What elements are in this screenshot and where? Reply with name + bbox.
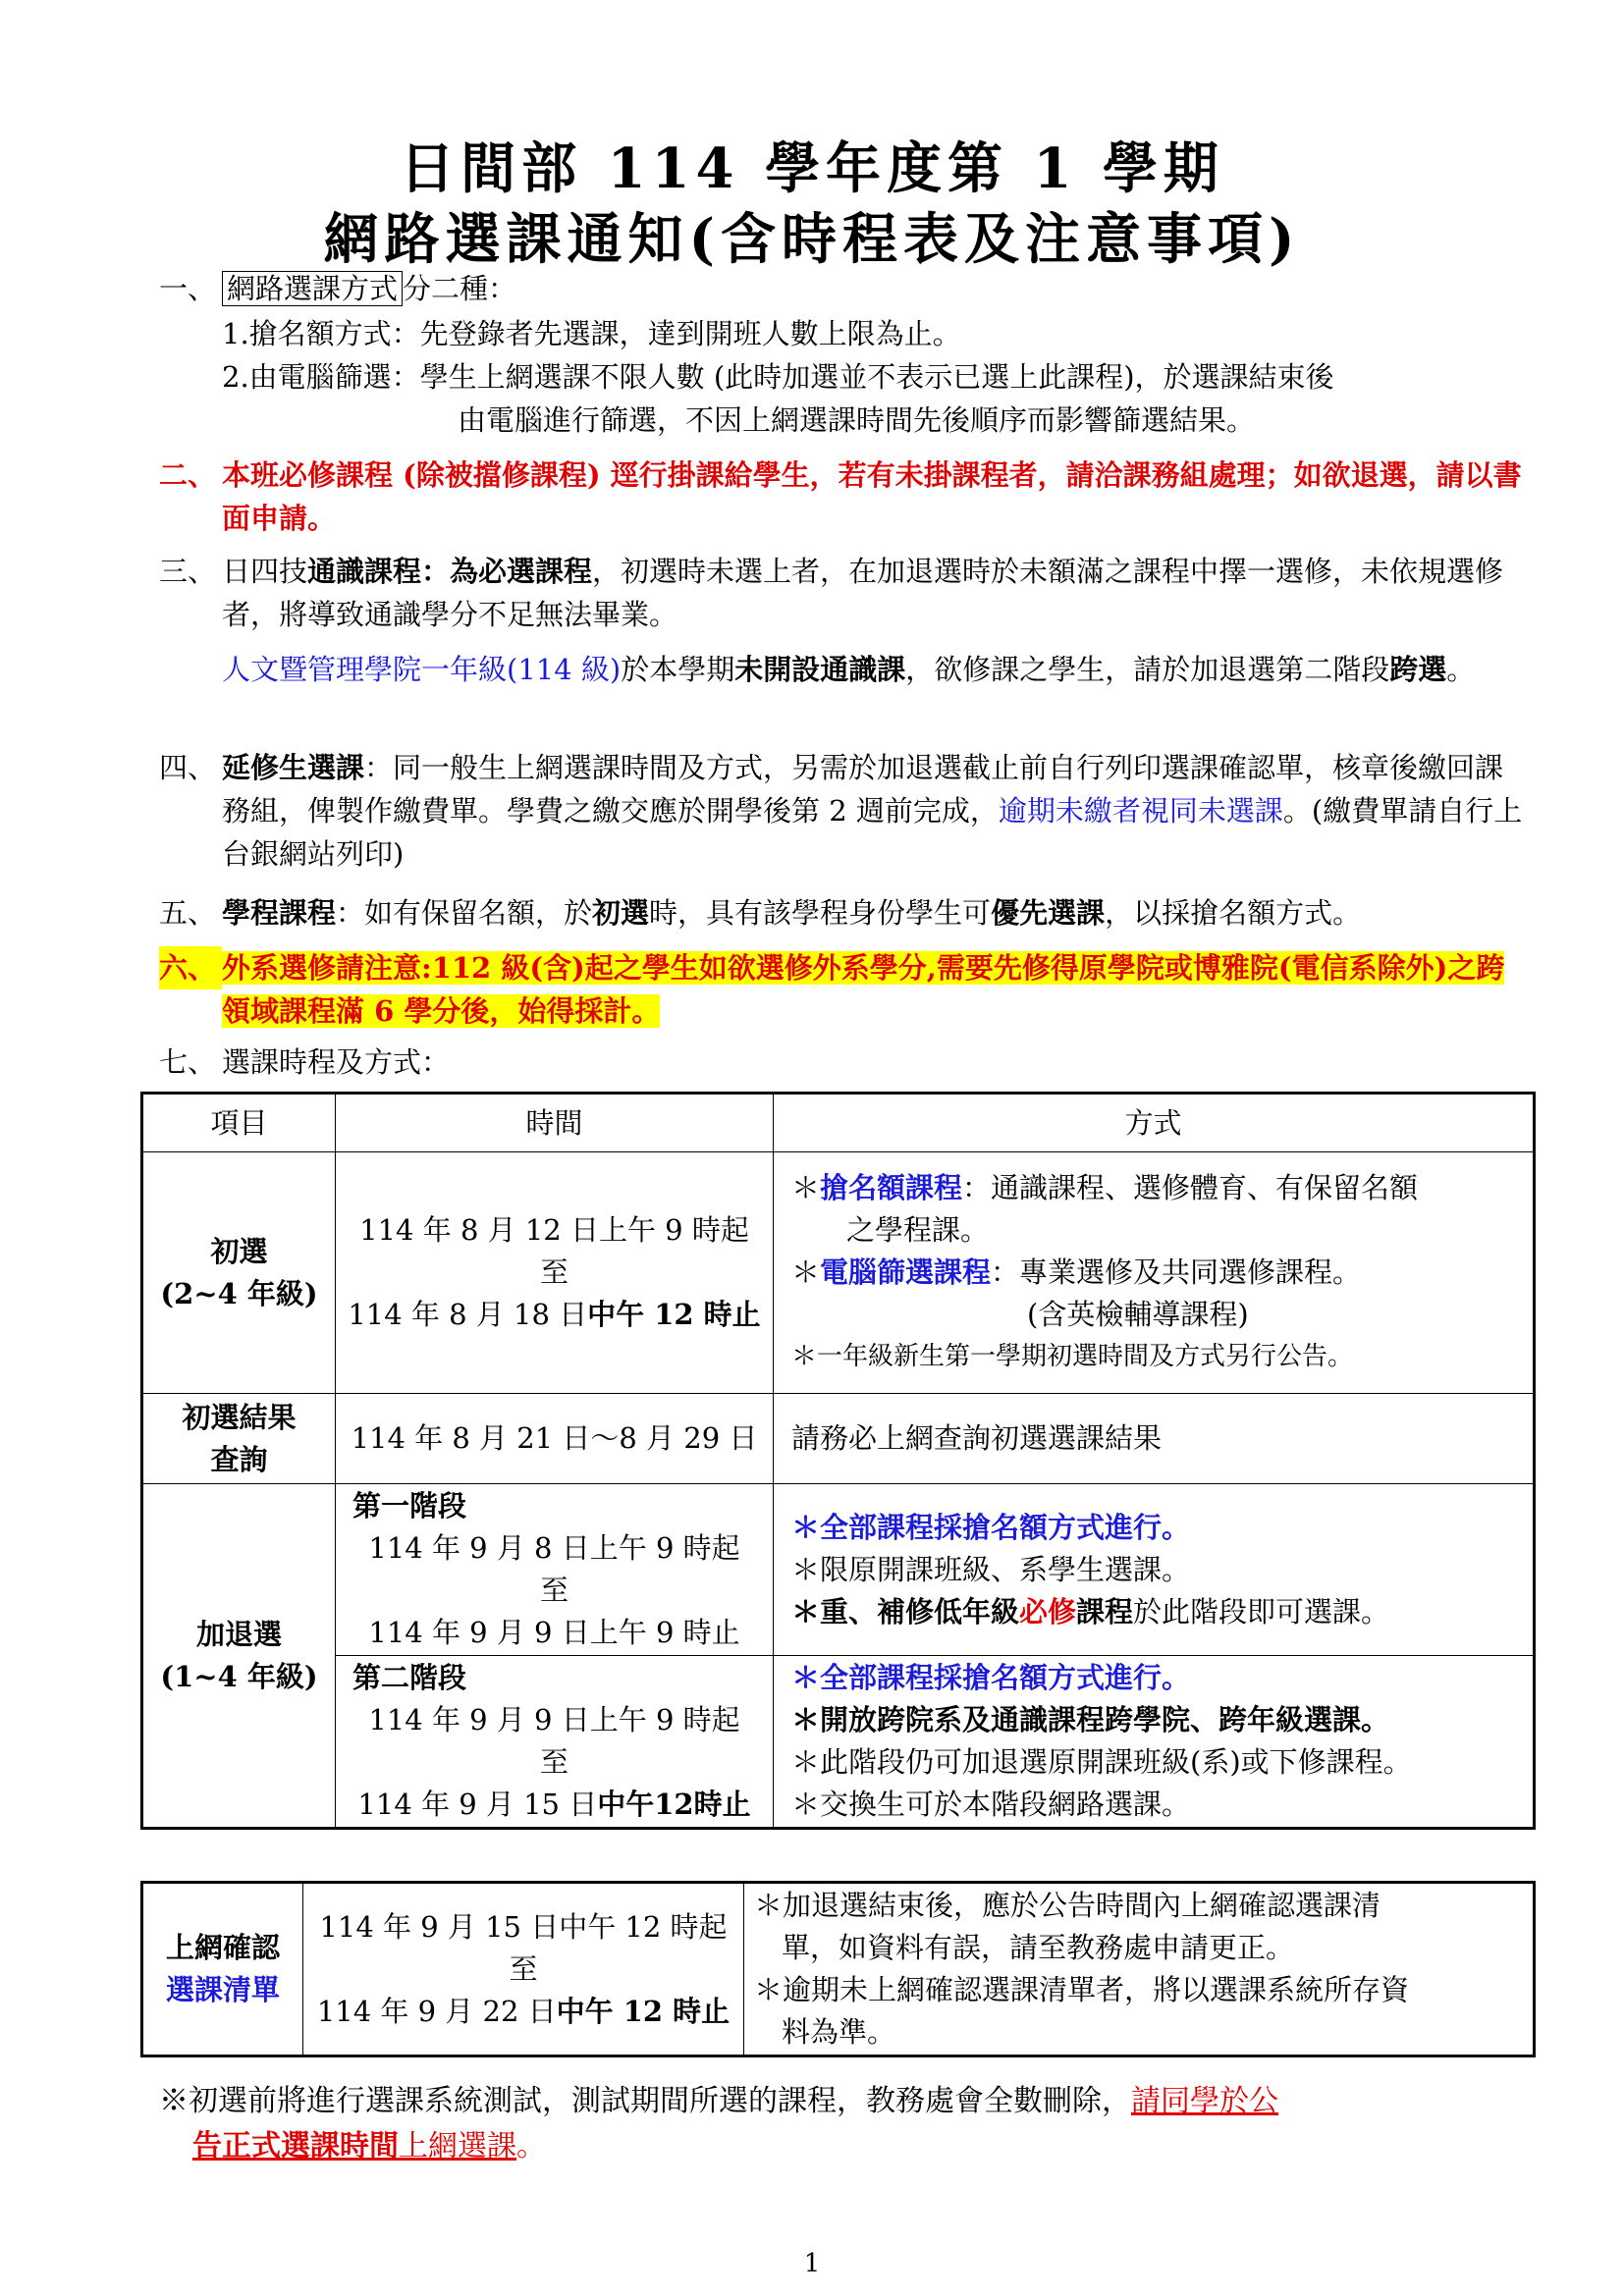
stage-label: 第一階段 [352,1489,467,1522]
text-run: ，初選時未選上者，在加退選時於未額滿之課程中擇一選修，未依規選修者，將導致通識學分不足無法畢業。 [222,555,1504,631]
section-text: 本班必修課程 (除被擋修課程) 逕行掛課給學生，若有未掛課程者，請洽課務組處理；如欲退選，請以書面申請。 [222,458,1522,535]
cell-text: (含英檢輔導課程) [1027,1298,1249,1331]
cell-text: 上網確認 [165,1931,280,1964]
cell-text: (1~4 年級) [160,1659,318,1693]
text-run: ，欲修課之學生，請於加退選第二階段 [905,653,1390,686]
page-subtitle: 網路選課通知(含時程表及注意事項) [323,207,1301,272]
cell-text: ＊加退選結束後，應於公告時間內上網確認選課清 [754,1889,1381,1922]
column-header: 時間 [336,1094,774,1152]
text-run-bold: 未開設通識課 [734,653,906,686]
text-run: ：如有保留名額，於 [336,896,593,930]
text-run-blue: 人文暨管理學院一年級(114 級) [222,653,622,686]
cell-text-bold: 中午12時止 [597,1788,751,1821]
cell-text: 單，如資料有誤，請至教務處申請更正。 [782,1931,1295,1964]
cell-text: 114 年 8 月 12 日上午 9 時起 [359,1213,749,1247]
text-run-bold: 通識課程：為必選課程 [307,555,593,588]
cell-text: 至 [539,1745,568,1779]
footnote [159,2079,1534,2169]
stage-2-method [774,1656,1535,1829]
cell-text: 查詢 [210,1442,268,1476]
table-row [142,1394,1535,1484]
cell-text: 至 [539,1255,568,1289]
cell-text-bold: 中午 12 時止 [587,1298,761,1331]
cell-text: 加退選 [195,1617,282,1651]
row-item [142,1394,336,1484]
text-run-red: 告正式選課時間 [192,2129,399,2163]
text-run-bold: 初選 [592,896,650,930]
row-method [774,1152,1535,1394]
text-run-bold: 優先選課 [991,896,1106,930]
text-run-bold: 跨選 [1389,653,1447,686]
cell-text: 至 [509,1951,538,1986]
cell-text: 114 年 9 月 8 日上午 9 時起 [368,1531,740,1565]
cell-text: 之學程課。 [846,1213,990,1247]
text-run: 於本學期 [621,653,735,686]
text-run-red: 。 [516,2129,546,2163]
section-number: 七、 [159,1045,217,1079]
cell-text: 114 年 9 月 9 日上午 9 時止 [368,1616,740,1649]
row-item [142,1883,303,2056]
row-item [142,1152,336,1394]
table-header-row [142,1094,1535,1152]
cell-text: 初選結果 [182,1400,297,1434]
cell-text: ＊一年級新生第一學期初選時間及方式另行公告。 [791,1342,1354,1371]
cell-text-blue: 選課清單 [165,1973,280,2006]
section-number: 二、 [159,458,217,492]
method-item-2-cont: 由電腦進行篩選，不因上網選課時間先後順序而影響篩選結果。 [458,403,1256,437]
section-number: 四、 [159,751,217,784]
cell-text: 114 年 9 月 22 日 [316,1994,557,2028]
cell-text: ＊逾期未上網確認選課清單者，將以選課系統所存資 [754,1973,1410,2006]
stage-2-time [336,1656,774,1829]
column-header: 方式 [774,1094,1535,1152]
cell-text-bold: 課程 [1076,1594,1134,1629]
cell-text-bold: ＊開放跨院系及通識課程跨學院、跨年級選課。 [791,1703,1390,1736]
cell-text: 料為準。 [782,2015,896,2049]
text-run-red: 請同學於公 [1131,2084,1278,2118]
cell-text: ＊限原開課班級、系學生選課。 [791,1552,1191,1586]
section-number: 一、 [159,272,217,305]
cell-text: ＊此階段仍可加退選原開課班級(系)或下修課程。 [791,1745,1412,1779]
cell-text: (2~4 年級) [160,1276,318,1310]
table-row [142,1883,1535,2056]
boxed-label: 網路選課方式 [222,271,403,306]
stage-label: 第二階段 [352,1661,467,1694]
method-item-1: 1.搶名額方式：先登錄者先選課，達到開班人數上限為止。 [222,317,961,350]
highlighted-notice: 外系選修請注意:112 級(含)起之學生如欲選修外系學分,需要先修得原學院或博雅院(電信系除外)之跨領域課程滿 6 學分後，始得採計。 [222,951,1505,1028]
table-row [142,1656,1535,1829]
method-item-2: 2.由電腦篩選：學生上網選課不限人數 (此時加選並不表示已選上此課程)，於選課結束後 [222,360,1334,394]
text-run: 時，具有該學程身份學生可 [649,896,992,930]
row-method [744,1883,1535,2056]
cell-text: 至 [539,1574,568,1607]
text-run: ※初選前將進行選課系統測試，測試期間所選的課程，教務處會全數刪除， [159,2084,1131,2118]
bullet: ＊ [791,1255,821,1289]
text-run: 。 [1446,653,1476,686]
text-run-blue: 逾期未繳者視同未選課 [998,794,1283,828]
cell-text: 114 年 9 月 15 日 [357,1788,598,1821]
row-time [336,1152,774,1394]
text-run-red: 上網選課 [399,2129,516,2163]
row-method: 請務必上網查詢初選選課結果 [774,1394,1535,1484]
section-number: 五、 [159,896,217,930]
text-run-bold: 延修生選課 [222,751,365,784]
cell-text: ：專業選修及共同選修課程。 [991,1255,1362,1289]
cell-text-bold: ＊重、補修低年級 [791,1594,1020,1629]
page-title: 日間部 114 學年度第 1 學期 [400,136,1224,201]
section-text: 選課時程及方式： [222,1045,451,1079]
page-number: 1 [803,2249,821,2278]
cell-text: 114 年 9 月 9 日上午 9 時起 [368,1703,740,1736]
cell-text-blue: ＊全部課程採搶名額方式進行。 [791,1661,1191,1694]
section-1 [0,267,1624,437]
row-item [142,1484,336,1829]
bullet: ＊ [791,1171,821,1204]
cell-text-blue: ＊全部課程採搶名額方式進行。 [791,1510,1191,1544]
section-text: 分二種： [403,272,517,305]
cell-text-bold: 中午 12 時止 [556,1994,731,2028]
stage-1-method [774,1484,1535,1656]
schedule-table [140,1092,1536,1830]
text-run: ，以採搶名額方式。 [1105,896,1362,930]
cell-text-blue: 電腦篩選課程 [820,1255,992,1289]
row-time [303,1883,744,2056]
confirm-table [140,1881,1536,2057]
table-row [142,1484,1535,1656]
text-run: 。(繳費單請自行上台銀網站列印) [222,794,1523,871]
text-run: ：同一般生上網選課時間及方式，另需於加退選截止前自行列印選課確認單，核章後繳回課務組，俾製作繳費單。學費之繳交應於開學後第 2 週前完成， [222,751,1504,828]
cell-text: ：通識課程、選修體育、有保留名額 [962,1171,1419,1204]
stage-1-time [336,1484,774,1656]
text-run: 日四技 [222,555,308,588]
cell-text: 初選 [210,1234,268,1268]
table-row [142,1152,1535,1394]
cell-text: 於此階段即可選課。 [1133,1594,1390,1629]
cell-text: ＊交換生可於本階段網路選課。 [791,1788,1191,1821]
row-time: 114 年 8 月 21 日～8 月 29 日 [336,1394,774,1484]
cell-text: 114 年 9 月 15 日中午 12 時起 [319,1909,728,1944]
cell-text-red: 必修 [1019,1594,1077,1629]
text-run-bold: 學程課程 [222,896,337,930]
cell-text-blue: 搶名額課程 [820,1171,963,1204]
section-number: 三、 [159,555,217,588]
section-number: 六、 [159,946,222,989]
column-header: 項目 [142,1094,336,1152]
cell-text: 114 年 8 月 18 日 [348,1298,588,1331]
